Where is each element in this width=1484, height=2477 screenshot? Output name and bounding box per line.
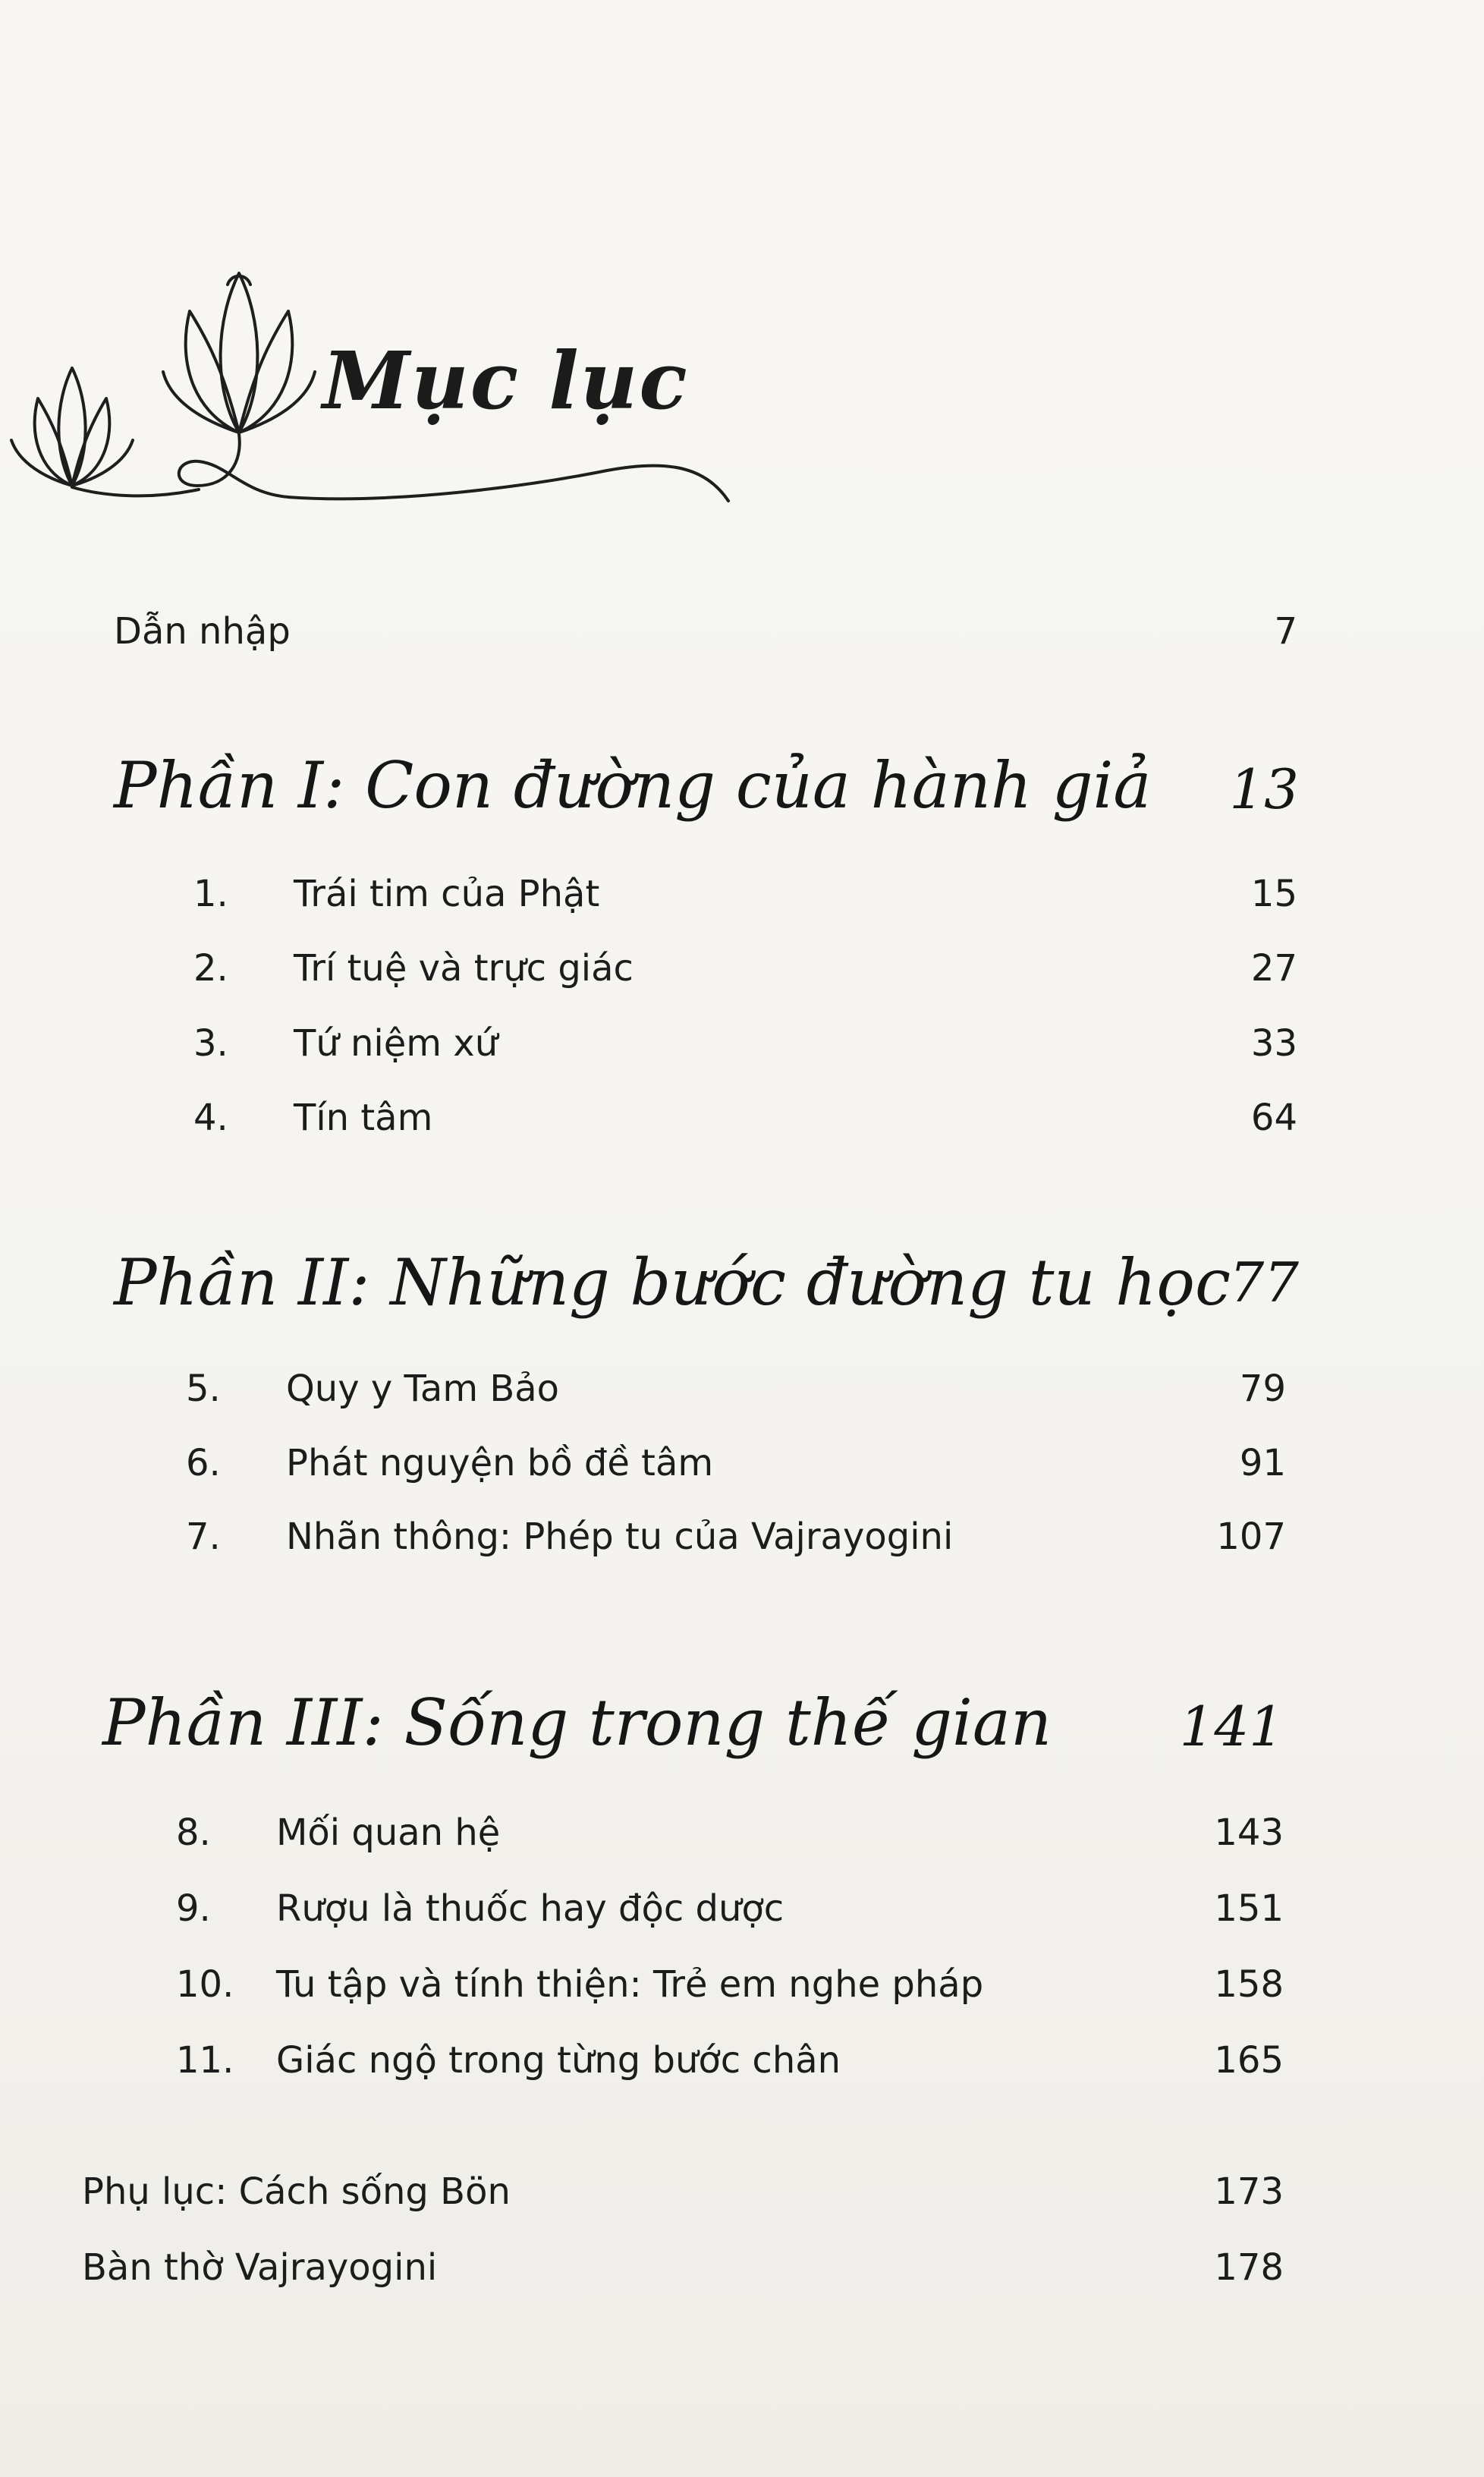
entry-label: Dẫn nhập bbox=[114, 610, 291, 653]
chapter-page: 91 bbox=[1239, 1442, 1286, 1484]
toc-entry-chapter[interactable] bbox=[176, 2038, 1284, 2083]
chapter-page: 151 bbox=[1214, 1887, 1284, 1930]
chapter-number: 4. bbox=[193, 1097, 228, 1139]
part-page-1: 13 bbox=[1229, 757, 1299, 821]
chapter-page: 79 bbox=[1239, 1368, 1286, 1410]
page-title: Mục lục bbox=[322, 334, 689, 427]
toc-entry-chapter[interactable] bbox=[193, 1095, 1297, 1141]
chapter-number: 9. bbox=[176, 1887, 211, 1930]
chapter-number: 6. bbox=[186, 1442, 221, 1484]
toc-entry-chapter[interactable] bbox=[186, 1440, 1286, 1486]
chapter-number: 8. bbox=[176, 1811, 211, 1854]
toc-entry-chapter[interactable] bbox=[186, 1366, 1286, 1412]
chapter-label: Trái tim của Phật bbox=[294, 873, 600, 915]
toc-entry-chapter[interactable] bbox=[176, 1962, 1284, 2007]
toc-entry-intro[interactable] bbox=[114, 609, 1297, 654]
chapter-number: 11. bbox=[176, 2039, 234, 2082]
chapter-label: Tín tâm bbox=[294, 1097, 433, 1139]
chapter-label: Tu tập và tính thiện: Trẻ em nghe pháp bbox=[276, 1963, 984, 2006]
chapter-number: 10. bbox=[176, 1963, 234, 2006]
entry-page: 173 bbox=[1214, 2170, 1284, 2213]
chapter-label: Quy y Tam Bảo bbox=[286, 1368, 560, 1410]
toc-entry-chapter[interactable] bbox=[176, 1810, 1284, 1855]
part-page-2: 77 bbox=[1229, 1251, 1299, 1314]
chapter-page: 15 bbox=[1250, 873, 1297, 915]
chapter-page: 158 bbox=[1214, 1963, 1284, 2006]
chapter-page: 107 bbox=[1216, 1515, 1286, 1558]
chapter-number: 2. bbox=[193, 947, 228, 990]
chapter-label: Mối quan hệ bbox=[276, 1811, 501, 1854]
entry-label: Phụ lục: Cách sống Bön bbox=[82, 2170, 511, 2213]
toc-entry-chapter[interactable] bbox=[193, 1021, 1297, 1066]
toc-entry-chapter[interactable] bbox=[193, 871, 1297, 917]
chapter-page: 165 bbox=[1214, 2039, 1284, 2082]
chapter-label: Tứ niệm xứ bbox=[294, 1022, 498, 1065]
chapter-number: 1. bbox=[193, 873, 228, 915]
part-heading-1[interactable]: Phần I: Con đường của hành giả bbox=[114, 748, 1152, 823]
part-heading-3[interactable]: Phần III: Sống trong thế gian bbox=[102, 1685, 1052, 1760]
chapter-label: Trí tuệ và trực giác bbox=[294, 947, 634, 990]
chapter-page: 33 bbox=[1250, 1022, 1297, 1065]
chapter-label: Phát nguyện bồ đề tâm bbox=[286, 1442, 714, 1484]
chapter-label: Giác ngộ trong từng bước chân bbox=[276, 2039, 841, 2082]
toc-entry-appendix[interactable] bbox=[82, 2169, 1284, 2214]
toc-entry-chapter[interactable] bbox=[193, 946, 1297, 991]
entry-label: Bàn thờ Vajrayogini bbox=[82, 2246, 438, 2289]
toc-entry-chapter[interactable] bbox=[186, 1514, 1286, 1560]
part-page-3: 141 bbox=[1179, 1695, 1284, 1758]
chapter-page: 64 bbox=[1250, 1097, 1297, 1139]
chapter-number: 7. bbox=[186, 1515, 221, 1558]
chapter-label: Nhãn thông: Phép tu của Vajrayogini bbox=[286, 1515, 954, 1558]
toc-entry-appendix[interactable] bbox=[82, 2245, 1284, 2290]
chapter-number: 3. bbox=[193, 1022, 228, 1065]
chapter-label: Rượu là thuốc hay độc dược bbox=[276, 1887, 784, 1930]
entry-page: 178 bbox=[1214, 2246, 1284, 2289]
chapter-page: 27 bbox=[1250, 947, 1297, 990]
toc-entry-chapter[interactable] bbox=[176, 1886, 1284, 1931]
chapter-number: 5. bbox=[186, 1368, 221, 1410]
chapter-page: 143 bbox=[1214, 1811, 1284, 1854]
entry-page: 7 bbox=[1274, 610, 1297, 653]
part-heading-2[interactable]: Phần II: Những bước đường tu học bbox=[114, 1245, 1231, 1320]
